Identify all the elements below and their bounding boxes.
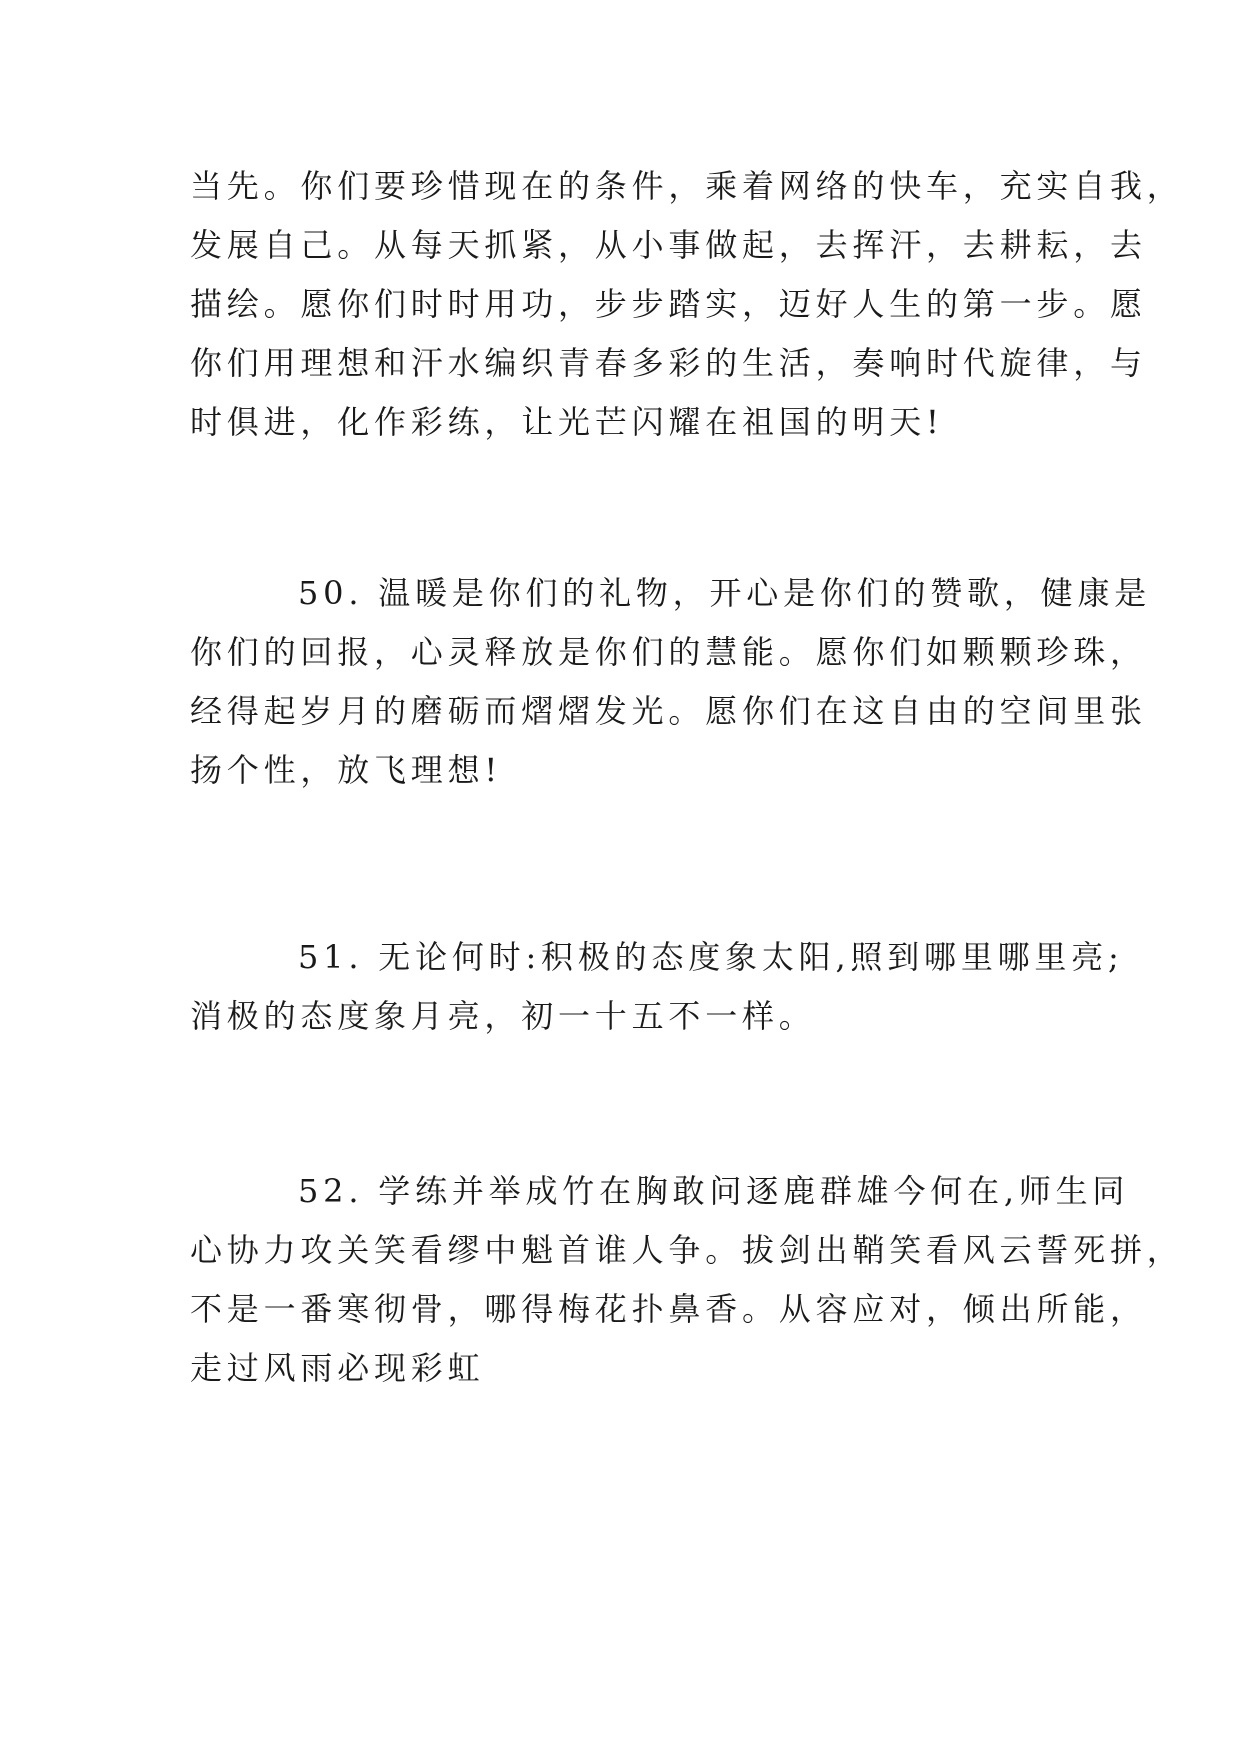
text-line: 经得起岁月的磨砺而熠熠发光。愿你们在这自由的空间里张 <box>190 692 1147 730</box>
text-line: 扬个性，放飞理想! <box>190 751 503 789</box>
paragraph-50 <box>190 564 1152 800</box>
text-line: 你们用理想和汗水编织青春多彩的生活，奏响时代旋律，与 <box>190 344 1147 382</box>
text-line: 时俱进，化作彩练，让光芒闪耀在祖国的明天! <box>190 403 944 441</box>
paragraph-continued <box>190 157 1184 452</box>
text-line: 描绘。愿你们时时用功，步步踏实，迈好人生的第一步。愿 <box>190 285 1147 323</box>
text-line: 你们的回报，心灵释放是你们的慧能。愿你们如颗颗珍珠， <box>190 633 1147 671</box>
text-line: 51. 无论何时:积极的态度象太阳,照到哪里哪里亮; <box>298 938 1124 976</box>
text-line: 消极的态度象月亮，初一十五不一样。 <box>190 997 816 1035</box>
text-line: 当先。你们要珍惜现在的条件，乘着网络的快车，充实自我， <box>190 167 1184 205</box>
paragraph-51 <box>190 928 1124 1046</box>
text-line: 不是一番寒彻骨，哪得梅花扑鼻香。从容应对，倾出所能， <box>190 1290 1147 1328</box>
text-line: 发展自己。从每天抓紧，从小事做起，去挥汗，去耕耘，去 <box>190 226 1147 264</box>
text-line: 走过风雨必现彩虹 <box>190 1349 485 1387</box>
text-line: 心协力攻关笑看缪中魁首谁人争。拔剑出鞘笑看风云誓死拼， <box>190 1231 1184 1269</box>
text-line: 52. 学练并举成竹在胸敢问逐鹿群雄今何在,师生同 <box>298 1172 1130 1210</box>
paragraph-52 <box>190 1162 1184 1398</box>
text-line: 50. 温暖是你们的礼物，开心是你们的赞歌，健康是 <box>298 574 1152 612</box>
